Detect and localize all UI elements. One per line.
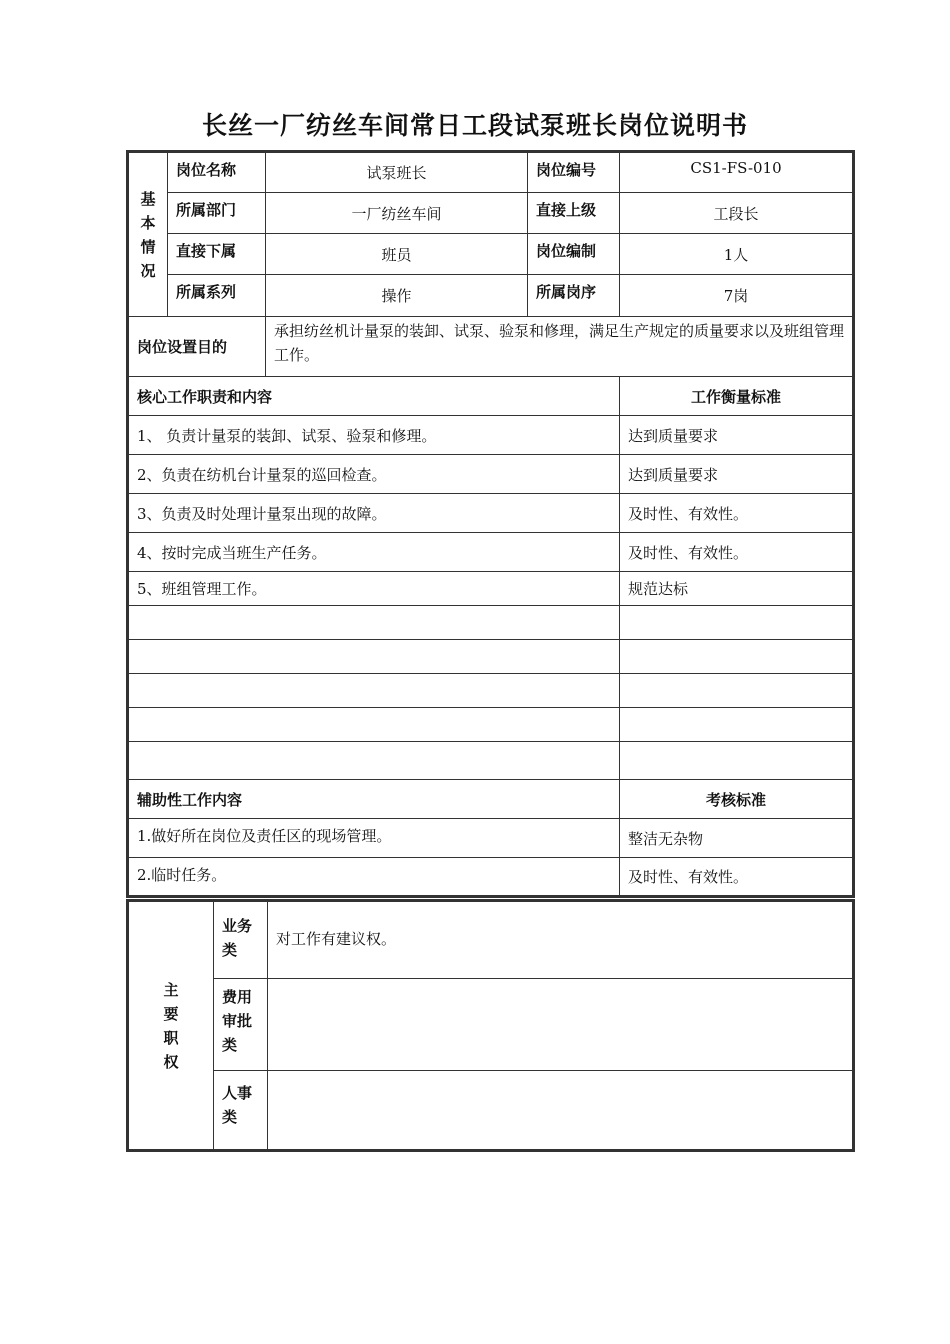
table-row-standard: 达到质量要求 <box>620 455 854 494</box>
table-row-standard: 及时性、有效性。 <box>620 858 854 897</box>
authority-type-personnel: 人事 类 <box>214 1071 268 1151</box>
empty-row <box>128 708 620 742</box>
basic-section-label: 基 本 情 况 <box>128 152 168 317</box>
value-department: 一厂纺丝车间 <box>266 193 528 234</box>
authority-type-expense: 费用 审批 类 <box>214 979 268 1071</box>
authority-type-business: 业务 类 <box>214 901 268 979</box>
empty-cell <box>620 640 854 674</box>
label-subordinate: 直接下属 <box>168 234 266 275</box>
empty-row <box>128 674 620 708</box>
aux-duties-header: 辅助性工作内容 <box>128 780 620 819</box>
job-description-table <box>126 150 855 898</box>
empty-cell <box>620 742 854 780</box>
core-standard-header: 工作衡量标准 <box>620 377 854 416</box>
empty-row <box>128 606 620 640</box>
authority-table <box>126 899 855 1152</box>
label-position-name: 岗位名称 <box>168 152 266 193</box>
label-headcount: 岗位编制 <box>528 234 620 275</box>
authority-content-personnel <box>268 1071 854 1151</box>
empty-cell <box>620 606 854 640</box>
value-series: 操作 <box>266 275 528 317</box>
table-row: 4、按时完成当班生产任务。 <box>128 533 620 572</box>
table-row: 2、负责在纺机台计量泵的巡回检查。 <box>128 455 620 494</box>
label-rank: 所属岗序 <box>528 275 620 317</box>
authority-section-label: 主 要 职 权 <box>128 901 214 1151</box>
empty-row <box>128 640 620 674</box>
table-row: 3、负责及时处理计量泵出现的故障。 <box>128 494 620 533</box>
table-row: 5、班组管理工作。 <box>128 572 620 606</box>
table-row-standard: 达到质量要求 <box>620 416 854 455</box>
aux-standard-header: 考核标准 <box>620 780 854 819</box>
purpose-label: 岗位设置目的 <box>128 317 266 377</box>
table-row-standard: 及时性、有效性。 <box>620 533 854 572</box>
purpose-text: 承担纺丝机计量泵的装卸、试泵、验泵和修理，满足生产规定的质量要求以及班组管理工作。 <box>266 317 854 377</box>
value-headcount: 1人 <box>620 234 854 275</box>
core-duties-header: 核心工作职责和内容 <box>128 377 620 416</box>
authority-content-expense <box>268 979 854 1071</box>
empty-cell <box>620 674 854 708</box>
label-position-code: 岗位编号 <box>528 152 620 193</box>
table-row-standard: 规范达标 <box>620 572 854 606</box>
table-row: 1、 负责计量泵的装卸、试泵、验泵和修理。 <box>128 416 620 455</box>
empty-cell <box>620 708 854 742</box>
table-row-standard: 整洁无杂物 <box>620 819 854 858</box>
empty-row <box>128 742 620 780</box>
value-position-name: 试泵班长 <box>266 152 528 193</box>
table-row: 1.做好所在岗位及责任区的现场管理。 <box>128 819 620 858</box>
table-row-standard: 及时性、有效性。 <box>620 494 854 533</box>
value-subordinate: 班员 <box>266 234 528 275</box>
authority-content-business: 对工作有建议权。 <box>268 901 854 979</box>
label-superior: 直接上级 <box>528 193 620 234</box>
table-row: 2.临时任务。 <box>128 858 620 897</box>
value-superior: 工段长 <box>620 193 854 234</box>
page-title: 长丝一厂纺丝车间常日工段试泵班长岗位说明书 <box>201 111 748 140</box>
label-series: 所属系列 <box>168 275 266 317</box>
value-position-code: CS1-FS-010 <box>620 152 854 193</box>
value-rank: 7岗 <box>620 275 854 317</box>
label-department: 所属部门 <box>168 193 266 234</box>
